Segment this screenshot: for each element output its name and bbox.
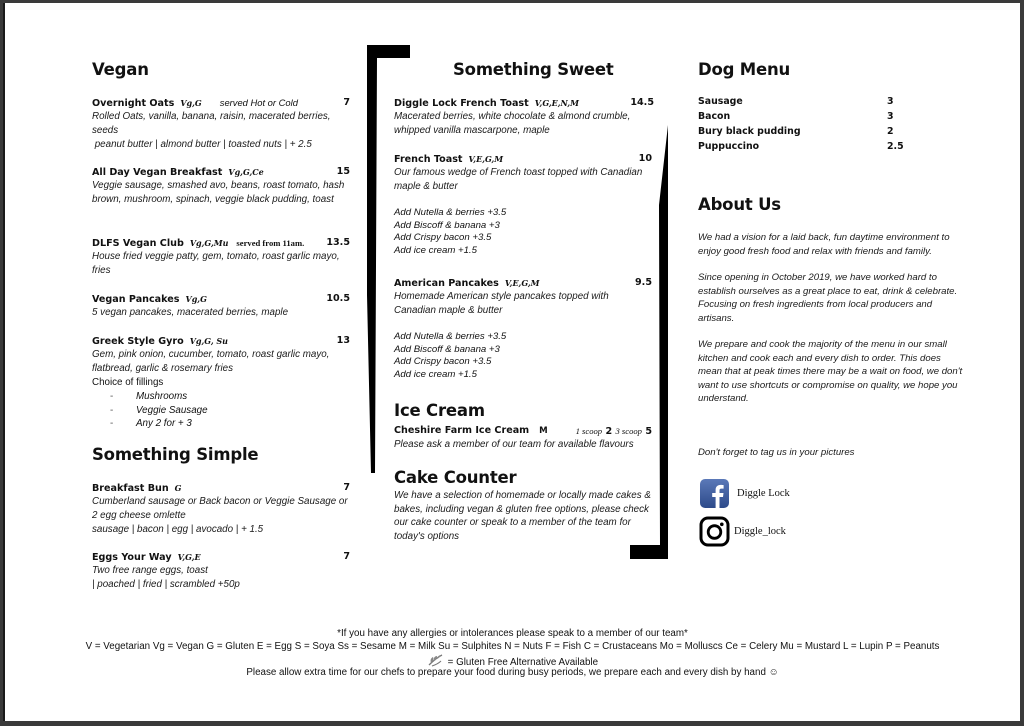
choice-list [92,390,350,431]
item-name: Eggs Your Way [92,552,172,563]
item-description: Gem, pink onion, cucumber, tomato, roast garlic mayo, flatbread, garlic & rosemary fries [92,349,330,375]
item-extras: peanut butter | almond butter | toasted nuts | + 2.5 [92,139,312,151]
section-title-about-us: About Us [698,195,781,214]
item-description: Rolled Oats, vanilla, banana, raisin, macerated berries, seeds [92,111,331,137]
item-extras: sausage | bacon | egg | avocado | + 1.5 [92,524,264,536]
item-name: American Pancakes [394,278,499,289]
item-price: 15 [336,166,350,177]
wait-time-note: Please allow extra time for our chefs to prepare your food during busy periods, we prepare each and every dish by hand ☺ [246,667,779,678]
addon-item: Add Crispy bacon +3.5 [394,356,492,368]
item-name: French Toast [394,154,463,165]
item-allergens: V,G,E,N,M [534,98,579,108]
menu-item-diggle-lock-french-toast [394,96,654,138]
tag-us-prompt: Don't forget to tag us in your pictures [698,447,855,458]
scoop1-label: 1 scoop [575,426,603,436]
item-price: 10.5 [326,293,350,304]
item-description: Homemade American style pancakes topped with Canadian maple & butter [394,291,609,317]
item-name: Breakfast Bun [92,483,169,494]
item-allergens: Vg,G, Su [189,336,228,346]
item-price: 3 [887,96,894,107]
addon-item: Add Crispy bacon +3.5 [394,232,492,244]
item-description: Cumberland sausage or Back bacon or Veggie Sausage or 2 egg cheese omlette [92,496,348,522]
item-extras: | poached | fried | scrambled +50p [92,579,240,591]
item-price: 7 [343,97,350,108]
item-note: served from 11am. [236,238,305,248]
item-description: Two free range eggs, toast [92,565,208,576]
item-name: Bury black pudding [698,126,801,137]
dog-menu-item [698,111,928,126]
menu-item-all-day-vegan-breakfast [92,165,350,207]
item-name: Sausage [698,96,743,107]
gluten-free-icon [427,654,445,667]
section-title-ice-cream: Ice Cream [394,401,485,420]
item-name: Diggle Lock French Toast [394,98,529,109]
about-us-text [698,231,963,419]
choice-item: - Mushrooms [92,390,350,404]
item-name: All Day Vegan Breakfast [92,167,223,178]
gluten-free-note: = Gluten Free Alternative Available [444,657,599,668]
menu-item-vegan-pancakes [92,292,350,320]
instagram-link[interactable] [699,516,786,547]
item-name: Overnight Oats [92,98,175,109]
addon-item: Add ice cream +1.5 [394,244,477,256]
item-price: 3 [887,111,894,122]
dog-menu-item [698,96,928,111]
addon-item: Add Nutella & berries +3.5 [394,207,507,219]
item-description: Veggie sausage, smashed avo, beans, roast tomato, hash brown, mushroom, spinach, veggie black pudding, toast [92,180,345,206]
menu-item-dlfs-vegan-club [92,236,350,278]
item-name: Cheshire Farm Ice Cream [394,425,530,436]
addon-item: Add Nutella & berries +3.5 [394,331,507,343]
choice-item: - Any 2 for + 3 [92,417,350,431]
item-price: 7 [343,551,350,562]
addon-list [394,207,652,257]
item-description: Macerated berries, white chocolate & almond crumble, whipped vanilla mascarpone, maple [394,111,631,137]
allergy-note: *If you have any allergies or intolerances please speak to a member of our team* [337,628,688,639]
addon-item: Add Biscoff & banana +3 [394,343,500,355]
item-allergens: Vg,G,Ce [228,167,264,177]
item-allergens: G [174,483,182,493]
menu-page [3,3,1020,721]
item-price: 14.5 [630,97,654,108]
menu-item-eggs-your-way [92,550,350,592]
item-description: 5 vegan pancakes, macerated berries, maple [92,307,289,318]
about-paragraph: We had a vision for a laid back, fun daytime environment to enjoy good fresh food and relax with friends and family. [698,232,950,257]
menu-item-american-pancakes [394,276,652,381]
choice-label: Choice of fillings [92,377,164,389]
menu-item-cheshire-farm-ice-cream [394,424,652,452]
item-allergens: V,E,G,M [504,278,540,288]
item-price: 9.5 [635,277,652,288]
menu-item-breakfast-bun [92,481,350,538]
addon-list [394,331,652,381]
scoop-prices [576,424,652,439]
item-description: House fried veggie patty, gem, tomato, roast garlic mayo, fries [92,251,340,277]
item-price: 10 [638,153,652,164]
dog-menu-list [698,96,928,156]
section-title-cake-counter: Cake Counter [394,468,517,487]
item-price: 2.5 [887,141,904,152]
instagram-icon [699,516,730,547]
item-allergens: M [539,426,548,436]
section-title-dog-menu: Dog Menu [698,60,791,79]
item-price: 2 [887,126,894,137]
item-price: 7 [343,482,350,493]
addon-item: Add Biscoff & banana +3 [394,219,500,231]
item-allergens: V,G,E [177,552,201,562]
instagram-handle: Diggle_lock [734,526,786,537]
item-description: Our famous wedge of French toast topped with Canadian maple & butter [394,167,643,193]
about-paragraph: Since opening in October 2019, we have worked hard to establish ourselves as a great place to eat, drink & celebrate. Focusing on fresh ingredients from local producers and artisans. [698,272,958,324]
item-allergens: Vg,G [185,294,207,304]
dog-menu-item [698,126,928,141]
facebook-link[interactable] [700,479,790,508]
item-price: 13.5 [326,237,350,248]
item-name: Greek Style Gyro [92,336,184,347]
item-name: DLFS Vegan Club [92,238,184,249]
item-description: Please ask a member of our team for available flavours [394,439,634,450]
addon-item: Add ice cream +1.5 [394,368,477,380]
menu-item-greek-style-gyro [92,334,350,431]
section-title-vegan: Vegan [92,60,149,79]
item-name: Puppuccino [698,141,760,152]
scoop3-price: 5 [645,426,652,437]
scoop1-price: 2 [605,426,613,437]
item-allergens: Vg,G,Mu [189,238,229,248]
cake-counter-description: We have a selection of homemade or locally made cakes & bakes, including vegan & gluten free options, please check our cake counter or speak to a member of the team for today's options [394,490,651,542]
item-name: Bacon [698,111,731,122]
item-name: Vegan Pancakes [92,294,180,305]
section-title-something-simple: Something Simple [92,445,259,464]
facebook-handle: Diggle Lock [737,488,790,499]
menu-item-french-toast [394,152,652,257]
item-price: 13 [336,335,350,346]
item-note: served Hot or Cold [219,97,298,108]
section-title-something-sweet: Something Sweet [453,60,614,79]
dog-menu-item [698,141,928,156]
item-allergens: V,E,G,M [468,154,504,164]
item-allergens: Vg,G [180,98,202,108]
about-paragraph: We prepare and cook the majority of the menu in our small kitchen and cook each and every dish to order. This does mean that at peak times there may be a wait on food, we don't want to use shortcuts or compromise on quality, we hope you understand. [698,339,963,404]
menu-item-overnight-oats [92,96,350,153]
choice-item: - Veggie Sausage [92,404,350,418]
allergen-key: V = Vegetarian Vg = Vegan G = Gluten E = Egg S = Soya Ss = Sesame M = Milk Su = Sulphites N = Nuts F = Fish C = Crustaceans Mo = Molluscs Ce = Celery Mu = Mustard L = Lupin P = Peanuts [85,641,940,652]
scoop3-label: 3 scoop [615,426,642,436]
facebook-icon [700,479,729,508]
